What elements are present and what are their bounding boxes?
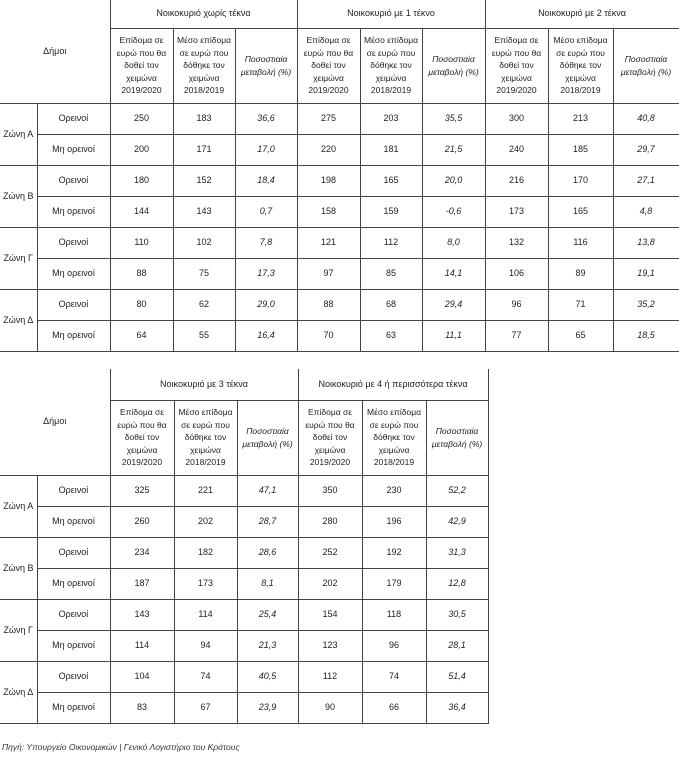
value-cell: 171 — [173, 134, 235, 165]
household-group-header: Νοικοκυριό με 2 τέκνα — [485, 0, 679, 28]
pct-change-cell: 29,0 — [235, 289, 297, 320]
area-type-label: Ορεινοί — [37, 599, 110, 630]
pct-change-cell: 35,5 — [422, 103, 485, 134]
value-cell: 102 — [173, 227, 235, 258]
avg-allowance-2018-header: Μέσο επίδομα σε ευρώ που δόθηκε τον χειμώνα 2018/2019 — [174, 400, 237, 475]
value-cell: 216 — [485, 165, 548, 196]
value-cell: 275 — [297, 103, 360, 134]
area-type-label: Ορεινοί — [37, 165, 110, 196]
area-type-label: Ορεινοί — [37, 103, 110, 134]
pct-change-cell: 28,7 — [237, 506, 298, 537]
zone-label: Ζώνη Α — [0, 475, 37, 537]
pct-change-header: Ποσοστιαία μεταβολή (%) — [422, 28, 485, 103]
value-cell: 240 — [485, 134, 548, 165]
area-type-label: Μη ορεινοί — [37, 196, 110, 227]
value-cell: 89 — [548, 258, 613, 289]
pct-change-cell: 36,4 — [426, 692, 488, 723]
table-row — [0, 661, 488, 692]
area-type-label: Μη ορεινοί — [37, 630, 110, 661]
allowance-2019-header: Επίδομα σε ευρώ που θα δοθεί τον χειμώνα 2019/2020 — [485, 28, 548, 103]
pct-change-cell: 25,4 — [237, 599, 298, 630]
allowance-table-1 — [0, 0, 679, 352]
zone-label: Ζώνη Γ — [0, 227, 37, 289]
area-type-label: Μη ορεινοί — [37, 134, 110, 165]
value-cell: 159 — [360, 196, 422, 227]
household-group-header: Νοικοκυριό με 4 ή περισσότερα τέκνα — [298, 369, 488, 400]
area-type-label: Μη ορεινοί — [37, 258, 110, 289]
value-cell: 325 — [110, 475, 174, 506]
pct-change-cell: 12,8 — [426, 568, 488, 599]
value-cell: 75 — [173, 258, 235, 289]
avg-allowance-2018-header: Μέσο επίδομα σε ευρώ που δόθηκε τον χειμώνα 2018/2019 — [360, 28, 422, 103]
pct-change-cell: 4,8 — [613, 196, 679, 227]
value-cell: 110 — [110, 227, 173, 258]
value-cell: 181 — [360, 134, 422, 165]
value-cell: 170 — [548, 165, 613, 196]
value-cell: 62 — [173, 289, 235, 320]
value-cell: 183 — [173, 103, 235, 134]
source-note: Πηγή: Υπουργείο Οικονομικών | Γενικό Λογιστήριο του Κράτους — [2, 742, 240, 752]
area-type-label: Ορεινοί — [37, 475, 110, 506]
value-cell: 185 — [548, 134, 613, 165]
zone-label: Ζώνη Β — [0, 537, 37, 599]
pct-change-cell: 8,0 — [422, 227, 485, 258]
table-row — [0, 258, 679, 289]
area-type-label: Μη ορεινοί — [37, 568, 110, 599]
value-cell: 187 — [110, 568, 174, 599]
area-type-label: Ορεινοί — [37, 537, 110, 568]
value-cell: 90 — [298, 692, 362, 723]
zone-label: Ζώνη Γ — [0, 599, 37, 661]
value-cell: 74 — [174, 661, 237, 692]
zone-label: Ζώνη Α — [0, 103, 37, 165]
pct-change-cell: -0,6 — [422, 196, 485, 227]
value-cell: 67 — [174, 692, 237, 723]
value-cell: 154 — [298, 599, 362, 630]
allowance-2019-header: Επίδομα σε ευρώ που θα δοθεί τον χειμώνα 2019/2020 — [298, 400, 362, 475]
pct-change-cell: 14,1 — [422, 258, 485, 289]
value-cell: 196 — [362, 506, 426, 537]
area-type-label: Ορεινοί — [37, 227, 110, 258]
value-cell: 144 — [110, 196, 173, 227]
avg-allowance-2018-header: Μέσο επίδομα σε ευρώ που δόθηκε τον χειμώνα 2018/2019 — [173, 28, 235, 103]
pct-change-cell: 40,5 — [237, 661, 298, 692]
pct-change-cell: 21,5 — [422, 134, 485, 165]
value-cell: 252 — [298, 537, 362, 568]
value-cell: 173 — [174, 568, 237, 599]
value-cell: 220 — [297, 134, 360, 165]
pct-change-cell: 11,1 — [422, 320, 485, 351]
municipalities-header: Δήμοι — [0, 369, 110, 475]
allowance-2019-header: Επίδομα σε ευρώ που θα δοθεί τον χειμώνα 2019/2020 — [110, 28, 173, 103]
table-row — [0, 320, 679, 351]
value-cell: 112 — [298, 661, 362, 692]
area-type-label: Μη ορεινοί — [37, 506, 110, 537]
pct-change-cell: 47,1 — [237, 475, 298, 506]
value-cell: 221 — [174, 475, 237, 506]
value-cell: 143 — [173, 196, 235, 227]
pct-change-cell: 28,6 — [237, 537, 298, 568]
pct-change-cell: 21,3 — [237, 630, 298, 661]
allowance-2019-header: Επίδομα σε ευρώ που θα δοθεί τον χειμώνα 2019/2020 — [110, 400, 174, 475]
pct-change-cell: 0,7 — [235, 196, 297, 227]
value-cell: 350 — [298, 475, 362, 506]
value-cell: 250 — [110, 103, 173, 134]
allowance-table-2 — [0, 369, 489, 724]
value-cell: 112 — [360, 227, 422, 258]
pct-change-cell: 7,8 — [235, 227, 297, 258]
value-cell: 96 — [485, 289, 548, 320]
pct-change-cell: 29,4 — [422, 289, 485, 320]
table-row — [0, 227, 679, 258]
value-cell: 230 — [362, 475, 426, 506]
pct-change-cell: 30,5 — [426, 599, 488, 630]
municipalities-header: Δήμοι — [0, 0, 110, 103]
value-cell: 94 — [174, 630, 237, 661]
table-row — [0, 103, 679, 134]
value-cell: 74 — [362, 661, 426, 692]
table-row — [0, 630, 488, 661]
value-cell: 116 — [548, 227, 613, 258]
value-cell: 114 — [110, 630, 174, 661]
value-cell: 200 — [110, 134, 173, 165]
pct-change-header: Ποσοστιαία μεταβολή (%) — [235, 28, 297, 103]
value-cell: 198 — [297, 165, 360, 196]
value-cell: 165 — [360, 165, 422, 196]
value-cell: 123 — [298, 630, 362, 661]
value-cell: 70 — [297, 320, 360, 351]
value-cell: 64 — [110, 320, 173, 351]
table-row — [0, 506, 488, 537]
table-row — [0, 475, 488, 506]
pct-change-cell: 36,6 — [235, 103, 297, 134]
pct-change-cell: 16,4 — [235, 320, 297, 351]
value-cell: 173 — [485, 196, 548, 227]
value-cell: 234 — [110, 537, 174, 568]
table-row — [0, 165, 679, 196]
value-cell: 80 — [110, 289, 173, 320]
pct-change-cell: 19,1 — [613, 258, 679, 289]
value-cell: 203 — [360, 103, 422, 134]
area-type-label: Μη ορεινοί — [37, 692, 110, 723]
value-cell: 202 — [298, 568, 362, 599]
pct-change-cell: 29,7 — [613, 134, 679, 165]
value-cell: 85 — [360, 258, 422, 289]
pct-change-cell: 8,1 — [237, 568, 298, 599]
value-cell: 192 — [362, 537, 426, 568]
pct-change-cell: 31,3 — [426, 537, 488, 568]
pct-change-cell: 13,8 — [613, 227, 679, 258]
avg-allowance-2018-header: Μέσο επίδομα σε ευρώ που δόθηκε τον χειμώνα 2018/2019 — [548, 28, 613, 103]
value-cell: 180 — [110, 165, 173, 196]
zone-label: Ζώνη Δ — [0, 661, 37, 723]
value-cell: 280 — [298, 506, 362, 537]
table-row — [0, 537, 488, 568]
pct-change-cell: 27,1 — [613, 165, 679, 196]
value-cell: 96 — [362, 630, 426, 661]
value-cell: 106 — [485, 258, 548, 289]
value-cell: 121 — [297, 227, 360, 258]
table-row — [0, 196, 679, 227]
value-cell: 213 — [548, 103, 613, 134]
value-cell: 104 — [110, 661, 174, 692]
household-group-header: Νοικοκυριό χωρίς τέκνα — [110, 0, 297, 28]
pct-change-cell: 20,0 — [422, 165, 485, 196]
value-cell: 55 — [173, 320, 235, 351]
area-type-label: Ορεινοί — [37, 289, 110, 320]
value-cell: 132 — [485, 227, 548, 258]
value-cell: 143 — [110, 599, 174, 630]
pct-change-cell: 28,1 — [426, 630, 488, 661]
value-cell: 179 — [362, 568, 426, 599]
value-cell: 77 — [485, 320, 548, 351]
pct-change-cell: 17,0 — [235, 134, 297, 165]
value-cell: 65 — [548, 320, 613, 351]
table-row — [0, 692, 488, 723]
value-cell: 114 — [174, 599, 237, 630]
pct-change-cell: 35,2 — [613, 289, 679, 320]
pct-change-cell: 42,9 — [426, 506, 488, 537]
value-cell: 88 — [110, 258, 173, 289]
value-cell: 68 — [360, 289, 422, 320]
household-group-header: Νοικοκυριό με 1 τέκνο — [297, 0, 485, 28]
pct-change-cell: 52,2 — [426, 475, 488, 506]
pct-change-cell: 18,5 — [613, 320, 679, 351]
pct-change-header: Ποσοστιαία μεταβολή (%) — [426, 400, 488, 475]
value-cell: 165 — [548, 196, 613, 227]
table-row — [0, 134, 679, 165]
zone-label: Ζώνη Δ — [0, 289, 37, 351]
value-cell: 118 — [362, 599, 426, 630]
pct-change-cell: 51,4 — [426, 661, 488, 692]
pct-change-cell: 17,3 — [235, 258, 297, 289]
pct-change-header: Ποσοστιαία μεταβολή (%) — [613, 28, 679, 103]
table-row — [0, 599, 488, 630]
avg-allowance-2018-header: Μέσο επίδομα σε ευρώ που δόθηκε τον χειμώνα 2018/2019 — [362, 400, 426, 475]
value-cell: 182 — [174, 537, 237, 568]
table-row — [0, 568, 488, 599]
value-cell: 300 — [485, 103, 548, 134]
value-cell: 71 — [548, 289, 613, 320]
pct-change-cell: 40,8 — [613, 103, 679, 134]
table-row — [0, 289, 679, 320]
value-cell: 66 — [362, 692, 426, 723]
value-cell: 97 — [297, 258, 360, 289]
household-group-header: Νοικοκυριό με 3 τέκνα — [110, 369, 298, 400]
area-type-label: Ορεινοί — [37, 661, 110, 692]
pct-change-header: Ποσοστιαία μεταβολή (%) — [237, 400, 298, 475]
value-cell: 158 — [297, 196, 360, 227]
value-cell: 202 — [174, 506, 237, 537]
value-cell: 63 — [360, 320, 422, 351]
value-cell: 260 — [110, 506, 174, 537]
pct-change-cell: 23,9 — [237, 692, 298, 723]
allowance-2019-header: Επίδομα σε ευρώ που θα δοθεί τον χειμώνα 2019/2020 — [297, 28, 360, 103]
zone-label: Ζώνη Β — [0, 165, 37, 227]
pct-change-cell: 18,4 — [235, 165, 297, 196]
area-type-label: Μη ορεινοί — [37, 320, 110, 351]
value-cell: 152 — [173, 165, 235, 196]
value-cell: 83 — [110, 692, 174, 723]
value-cell: 88 — [297, 289, 360, 320]
